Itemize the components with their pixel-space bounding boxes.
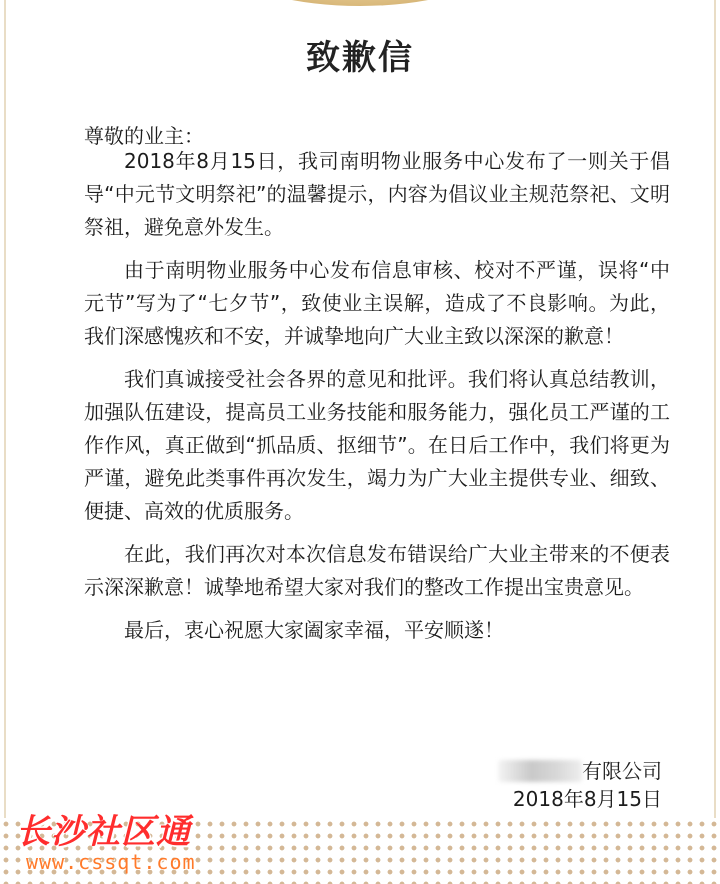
signature-date: 2018年8月15日: [512, 787, 662, 811]
watermark-logo: 长沙社区通: [16, 812, 191, 852]
watermark-url: www.cssqt.com: [26, 850, 196, 874]
letter-body: [84, 145, 670, 657]
frame-border-left: [4, 0, 6, 820]
frame-border-right: [714, 0, 716, 820]
signature-company-line: [498, 757, 662, 785]
salutation: 尊敬的业主：: [84, 124, 204, 148]
letter-title: 致歉信: [306, 38, 414, 78]
paragraph: 由于南明物业服务中心发布信息审核、校对不严谨，误将“中元节”写为了“七夕节”，致使业主误解，造成了不良影响。为此，我们深感愧疚和不安，并诚挚地向广大业主致以深深的歉意！: [84, 258, 670, 348]
paragraph: 2018年8月15日，我司南明物业服务中心发布了一则关于倡导“中元节文明祭祀”的温馨提示，内容为倡议业主规范祭祀、文明祭祖，避免意外发生。: [84, 149, 670, 239]
paragraph: 最后，衷心祝愿大家阖家幸福，平安顺遂！: [124, 618, 504, 642]
signature-company: 有限公司: [582, 759, 662, 783]
signature-block: [498, 757, 662, 813]
paragraph: 我们真诚接受社会各界的意见和批评。我们将认真总结教训，加强队伍建设，提高员工业务技能和服务能力，强化员工严谨的工作作风，真正做到“抓品质、抠细节”。在日后工作中，我们将更为严谨，避免此类事件再次发生，竭力为广大业主提供专业、细致、便捷、高效的优质服务。: [84, 367, 670, 523]
paragraph: 在此，我们再次对本次信息发布错误给广大业主带来的不便表示深深歉意！诚挚地希望大家对我们的整改工作提出宝贵意见。: [84, 542, 670, 599]
redacted-name: [498, 760, 582, 782]
